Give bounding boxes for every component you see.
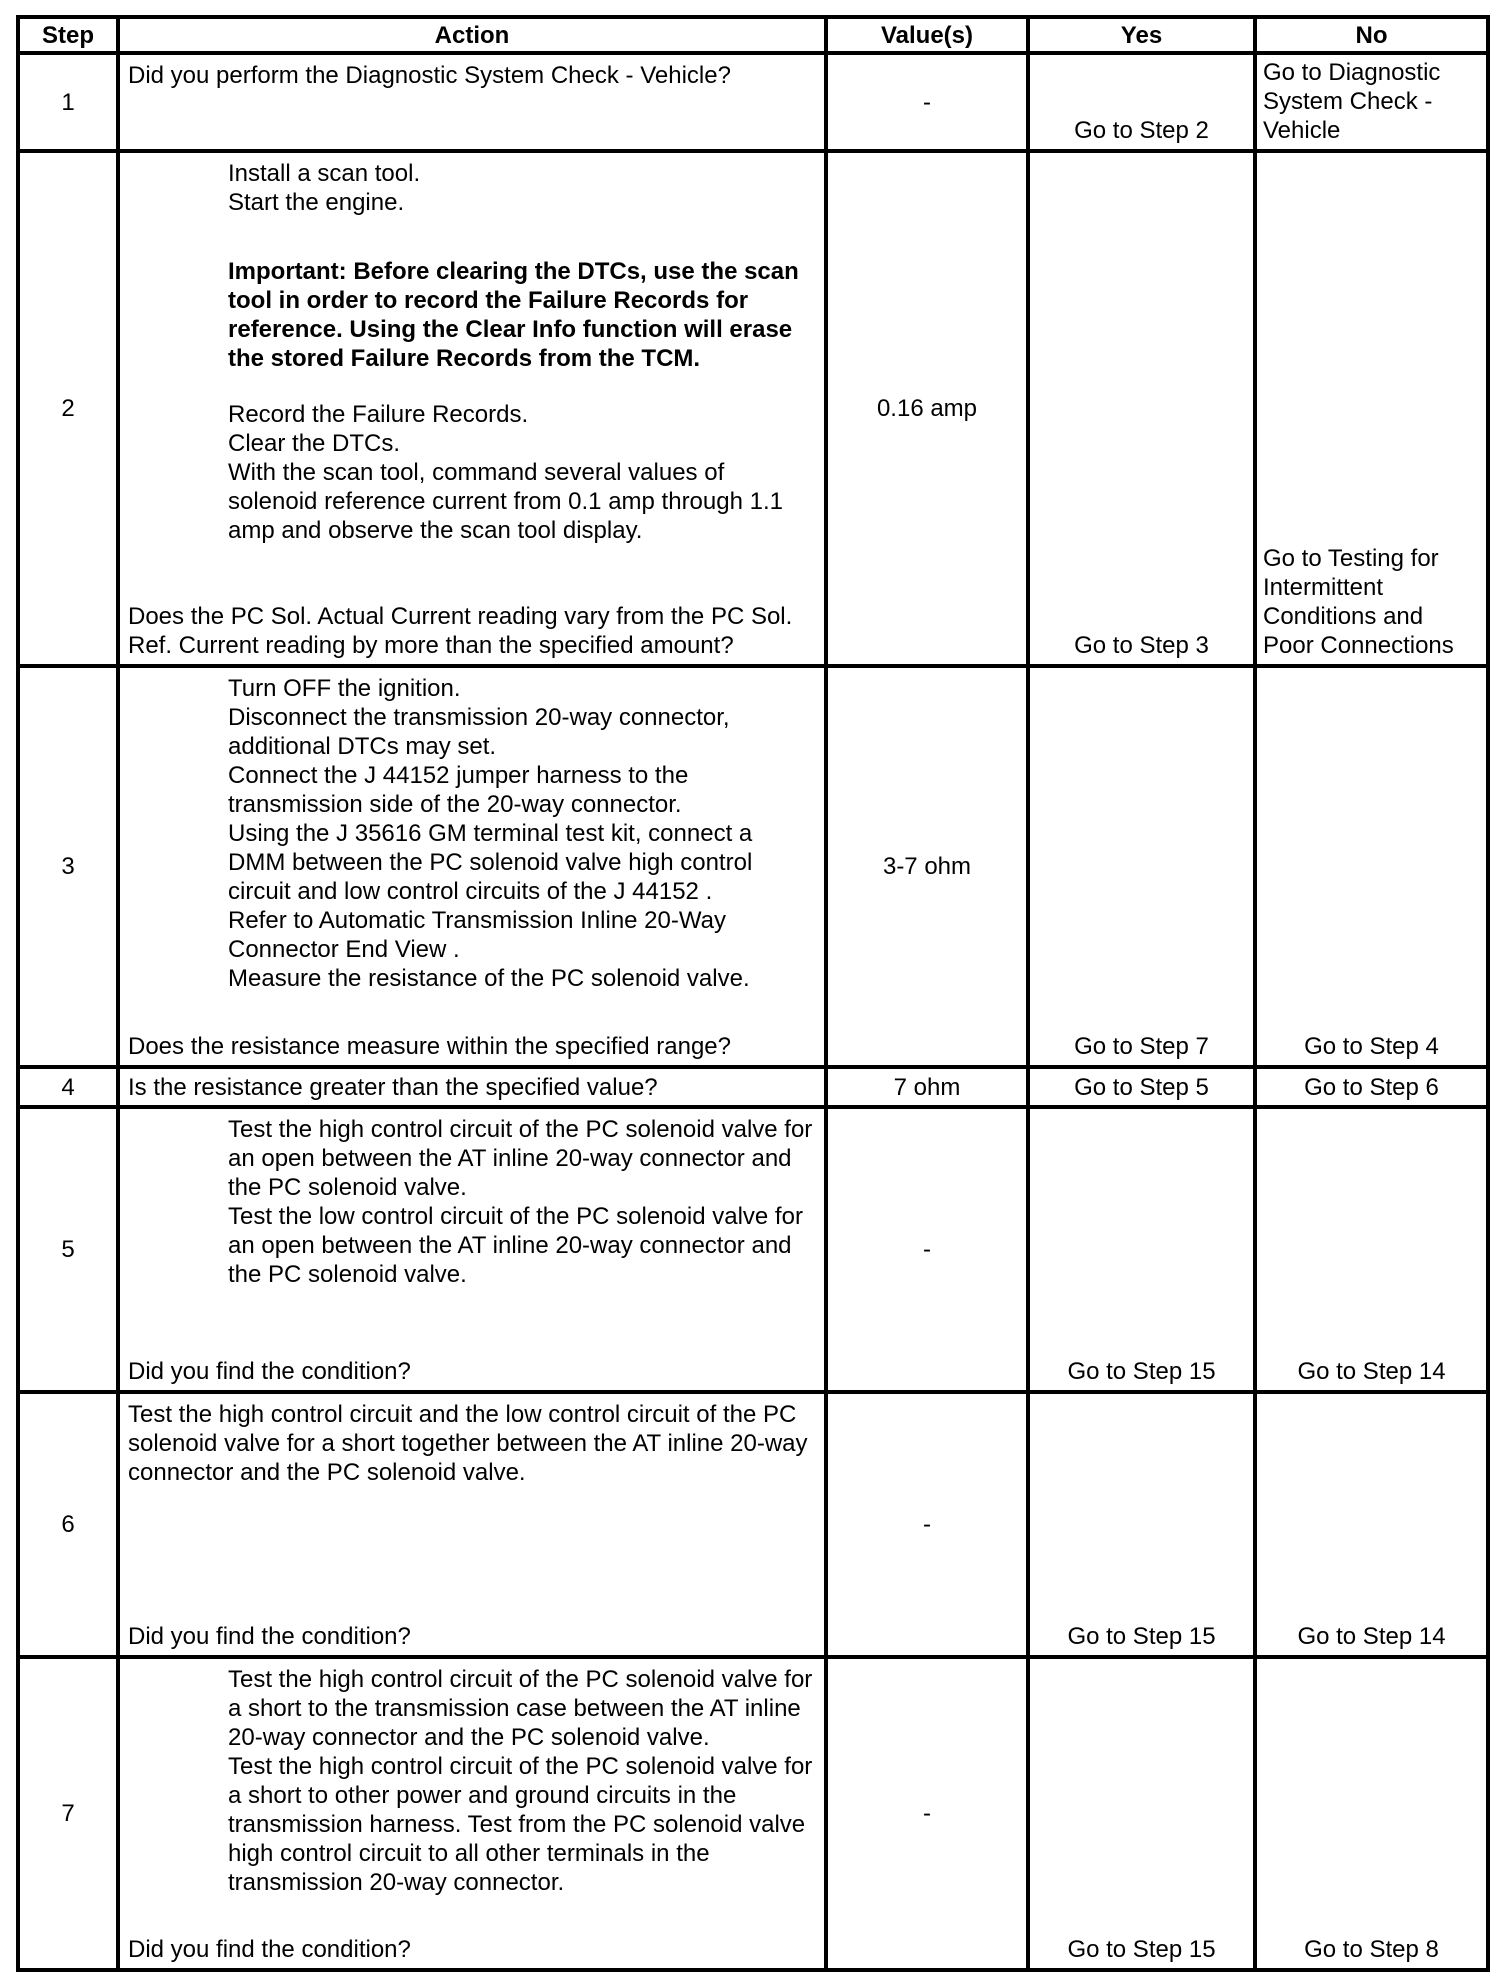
action-cell — [118, 1107, 826, 1392]
table-row — [18, 151, 1488, 666]
table-row — [18, 1107, 1488, 1392]
header-step: Step — [18, 17, 118, 53]
action-step: Start the engine. — [228, 189, 405, 216]
action-step: Refer to Automatic Transmission Inline 20-Way Connector End View . — [228, 907, 726, 963]
action-step: Test the high control circuit of the PC solenoid valve for a short to the transmission case between the AT inline 20-way connector and the PC solenoid valve. — [228, 1666, 813, 1751]
header-action: Action — [118, 17, 826, 53]
action-step: Test the high control circuit of the PC solenoid valve for a short to other power and ground circuits in the transmission harness. Test from the PC solenoid valve high control circuit to all other terminals in the transmission 20-way connector. — [228, 1753, 813, 1896]
table-row — [18, 53, 1488, 151]
action-step: Using the J 35616 GM terminal test kit, connect a DMM between the PC solenoid valve high control circuit and low control circuits of the J 44152 . — [228, 820, 753, 905]
important-note: Important: Before clearing the DTCs, use the scan tool in order to record the Failure Records for reference. Using the Clear Info function will erase the stored Failure Records from the TCM. — [228, 258, 799, 372]
action-question: Does the PC Sol. Actual Current reading vary from the PC Sol. Ref. Current reading by more than the specified amount? — [128, 603, 793, 659]
step-number: 1 — [18, 53, 118, 151]
header-yes: Yes — [1028, 17, 1255, 53]
action-text: Test the high control circuit and the low control circuit of the PC solenoid valve for a short together between the AT inline 20-way connector and the PC solenoid valve. — [128, 1401, 808, 1486]
action-question: Did you find the condition? — [128, 1358, 411, 1385]
yes-cell: Go to Step 15 — [1028, 1392, 1255, 1657]
table-row — [18, 1067, 1488, 1107]
action-cell — [118, 1657, 826, 1970]
action-cell — [118, 1392, 826, 1657]
value-cell: 0.16 amp — [826, 151, 1028, 666]
action-step: Measure the resistance of the PC solenoid valve. — [228, 965, 750, 992]
action-step: Install a scan tool. — [228, 160, 421, 187]
table-row — [18, 1392, 1488, 1657]
header-no: No — [1255, 17, 1488, 53]
action-step: Turn OFF the ignition. — [228, 675, 461, 702]
value-cell: - — [826, 1657, 1028, 1970]
action-question: Is the resistance greater than the specified value? — [128, 1073, 658, 1101]
no-cell: Go to Testing for Intermittent Conditions and Poor Connections — [1255, 151, 1488, 666]
action-steps — [228, 1665, 816, 1897]
yes-cell: Go to Step 5 — [1028, 1067, 1255, 1107]
action-cell — [118, 151, 826, 666]
diagnostic-table — [16, 15, 1490, 1972]
action-step: Test the low control circuit of the PC solenoid valve for an open between the AT inline 20-way connector and the PC solenoid valve. — [228, 1203, 803, 1288]
step-number: 3 — [18, 666, 118, 1067]
value-cell: 3-7 ohm — [826, 666, 1028, 1067]
action-step: With the scan tool, command several values of solenoid reference current from 0.1 amp through 1.1 amp and observe the scan tool display. — [228, 459, 783, 544]
value-cell: - — [826, 1392, 1028, 1657]
table-row — [18, 666, 1488, 1067]
action-step: Disconnect the transmission 20-way connector, additional DTCs may set. — [228, 704, 730, 760]
value-cell: - — [826, 53, 1028, 151]
action-step: Test the high control circuit of the PC solenoid valve for an open between the AT inline 20-way connector and the PC solenoid valve. — [228, 1116, 813, 1201]
yes-cell: Go to Step 15 — [1028, 1107, 1255, 1392]
header-row — [18, 17, 1488, 53]
value-cell: - — [826, 1107, 1028, 1392]
step-number: 4 — [18, 1067, 118, 1107]
action-question: Did you find the condition? — [128, 1623, 411, 1650]
no-cell: Go to Step 8 — [1255, 1657, 1488, 1970]
step-number: 7 — [18, 1657, 118, 1970]
action-question: Did you find the condition? — [128, 1936, 411, 1963]
action-step: Record the Failure Records. — [228, 401, 529, 428]
value-cell: 7 ohm — [826, 1067, 1028, 1107]
action-question: Did you perform the Diagnostic System Check - Vehicle? — [128, 62, 731, 89]
yes-cell: Go to Step 7 — [1028, 666, 1255, 1067]
no-cell: Go to Diagnostic System Check - Vehicle — [1255, 53, 1488, 151]
action-step: Connect the J 44152 jumper harness to the transmission side of the 20-way connector. — [228, 762, 689, 818]
action-steps — [228, 1115, 816, 1289]
step-number: 5 — [18, 1107, 118, 1392]
action-step: Clear the DTCs. — [228, 430, 401, 457]
table-row — [18, 1657, 1488, 1970]
action-steps — [228, 159, 816, 545]
no-cell: Go to Step 6 — [1255, 1067, 1488, 1107]
action-cell — [118, 666, 826, 1067]
action-cell — [118, 1067, 826, 1107]
no-cell: Go to Step 4 — [1255, 666, 1488, 1067]
yes-cell: Go to Step 15 — [1028, 1657, 1255, 1970]
action-question: Does the resistance measure within the specified range? — [128, 1033, 731, 1060]
yes-cell: Go to Step 3 — [1028, 151, 1255, 666]
action-steps — [228, 674, 816, 993]
no-cell: Go to Step 14 — [1255, 1392, 1488, 1657]
step-number: 6 — [18, 1392, 118, 1657]
action-cell — [118, 53, 826, 151]
step-number: 2 — [18, 151, 118, 666]
header-values: Value(s) — [826, 17, 1028, 53]
no-cell: Go to Step 14 — [1255, 1107, 1488, 1392]
yes-cell: Go to Step 2 — [1028, 53, 1255, 151]
